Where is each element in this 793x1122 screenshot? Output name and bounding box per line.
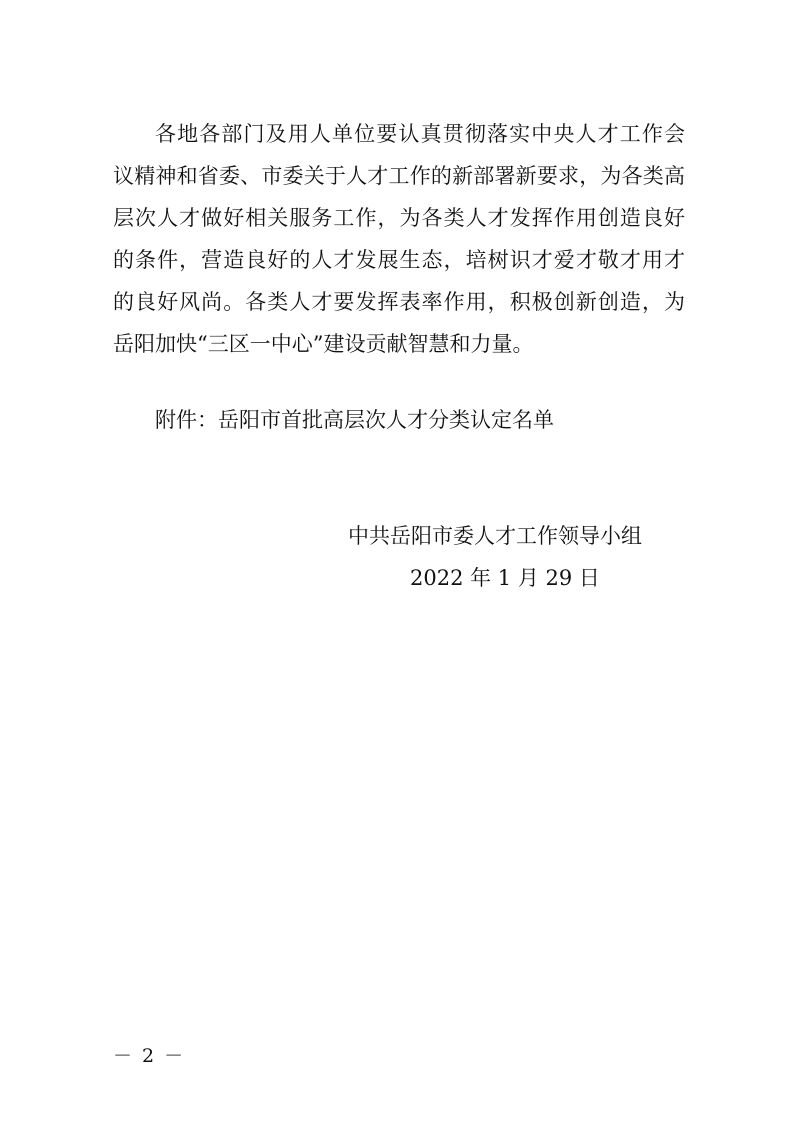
- paragraph-line: 议精神和省委、市委关于人才工作的新部署新要求，为各类高: [113, 164, 685, 188]
- paragraph-line: 的良好风尚。各类人才要发挥表率作用，积极创新创造，为: [113, 290, 685, 314]
- issuing-organization: 中共岳阳市委人才工作领导小组: [348, 524, 642, 548]
- page-number: － 2 －: [113, 1045, 186, 1067]
- attachment-note: 附件：岳阳市首批高层次人才分类认定名单: [155, 408, 554, 432]
- paragraph-line: 的条件，营造良好的人才发展生态，培树识才爱才敬才用才: [113, 248, 685, 272]
- issue-date: 2022 年 1 月 29 日: [410, 566, 600, 590]
- paragraph-line: 层次人才做好相关服务工作，为各类人才发挥作用创造良好: [113, 206, 685, 230]
- paragraph-line: 各地各部门及用人单位要认真贯彻落实中央人才工作会: [155, 122, 685, 146]
- paragraph-line: 岳阳加快“三区一中心”建设贡献智慧和力量。: [113, 332, 534, 356]
- body-paragraph: [113, 113, 685, 365]
